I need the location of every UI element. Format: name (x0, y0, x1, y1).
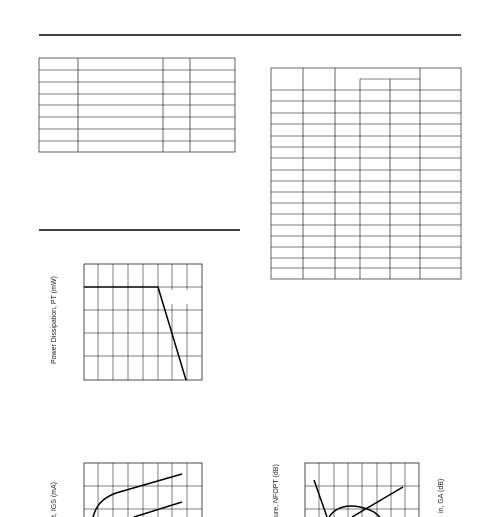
collector-current-ylabel: t, IGS (mA) (51, 482, 58, 517)
gain-ylabel: in, GA (dB) (438, 478, 445, 513)
power-dissipation-label-mask (160, 290, 200, 304)
noise-figure-curve (314, 480, 327, 517)
absolute-ratings-table (39, 58, 235, 152)
collector-current-grid (84, 463, 202, 517)
noise-figure-ylabel: ure, NFOPT (dB) (273, 464, 280, 517)
power-dissipation-ylabel: Power Dissipation, PT (mW) (51, 276, 58, 364)
electrical-characteristics-table (271, 68, 461, 279)
power-dissipation-grid (84, 264, 202, 380)
noise-gain-grid (305, 463, 419, 517)
collector-current-curve-upper (93, 474, 182, 517)
gain-rising-curve (352, 487, 403, 517)
